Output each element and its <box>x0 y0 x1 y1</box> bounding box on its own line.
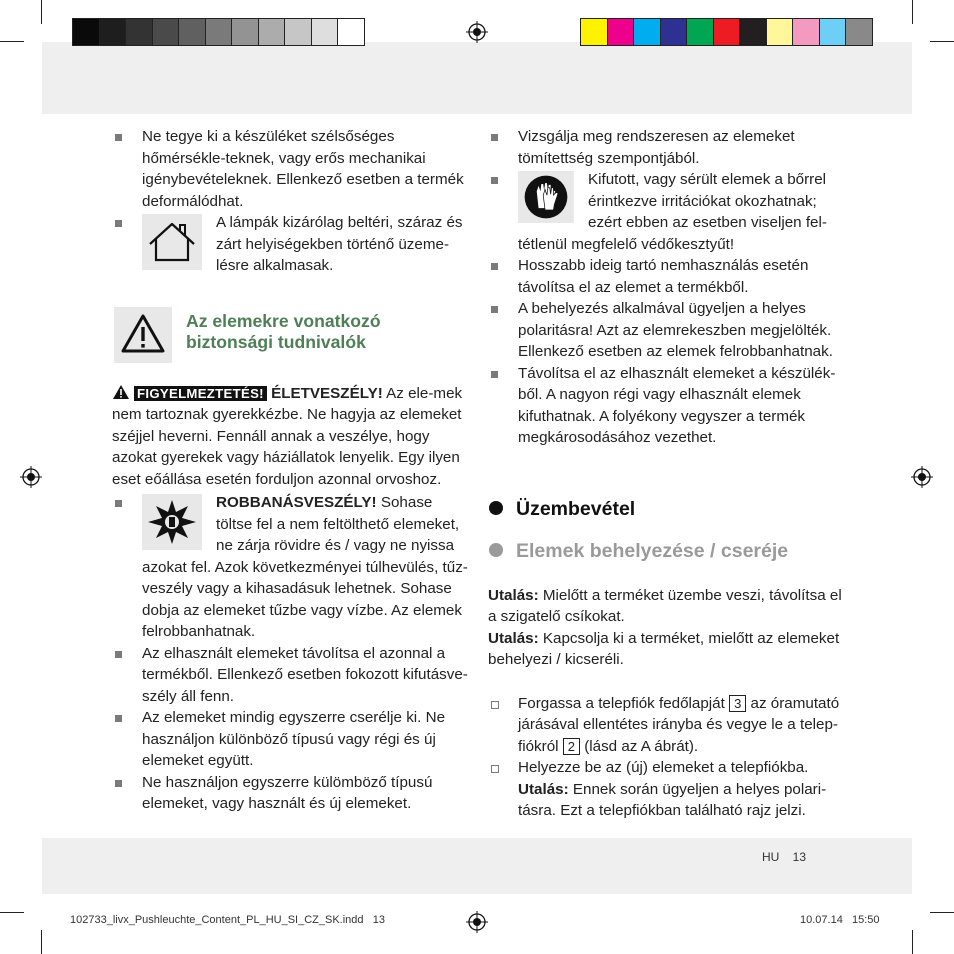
process-color-bar <box>580 18 872 46</box>
warning-small-icon <box>112 384 130 400</box>
warning-triangle-icon <box>114 307 172 363</box>
color-swatch <box>205 18 233 46</box>
list-item: Az elemeket mindig egyszerre cserélje ki. Ne használjon különböző típusú vagy régi és új elemeket együtt. <box>112 707 468 772</box>
warning-tag: FIGYELMEZTETÉS! <box>134 386 267 401</box>
part-number-box: 2 <box>563 738 580 755</box>
square-bullet-icon <box>115 780 122 787</box>
list-item: Hosszabb ideig tartó nemhasználás esetén távolítsa el az elemet a termékből. <box>488 255 848 298</box>
note-paragraph: Utalás: Kapcsolja ki a terméket, mielőtt az elemeket behelyezi / kicseréli. <box>488 629 840 668</box>
square-bullet-icon <box>491 306 498 313</box>
color-swatch <box>231 18 259 46</box>
square-bullet-icon <box>491 371 498 378</box>
date-slug: 10.07.14 15:50 <box>800 914 880 926</box>
color-swatch <box>845 18 873 46</box>
registration-mark-icon <box>466 21 488 43</box>
color-swatch <box>713 18 741 46</box>
color-swatch <box>337 18 365 46</box>
heading-dot-icon <box>489 543 503 557</box>
warning-bold: ÉLETVESZÉLY! <box>271 384 383 402</box>
square-bullet-icon <box>491 177 498 184</box>
warning-paragraph: FIGYELMEZTETÉS! ÉLETVESZÉLY! Az ele-mek nem tartoznak gyerekkézbe. Ne hagyja az elemeket széjjel heverni. Fennáll annak a veszélye, hogy azokat gyerekek vagy háziállatok lenyelik. Egy ilyen eset eőállása esetén forduljon azonnal orvoshoz. <box>112 384 463 488</box>
list-item: Vizsgálja meg rendszeresen az elemeket tömítettség szempontjából. <box>488 126 848 169</box>
list-item: A lámpák kizárólag beltéri, száraz és zárt helyiségekben történő üzeme-lésre alkalmasak. <box>112 212 468 277</box>
color-swatch <box>125 18 153 46</box>
square-bullet-icon <box>115 651 122 658</box>
crop-mark <box>912 0 913 24</box>
list-item: ROBBANÁSVESZÉLY! Sohase töltse fel a nem feltölthető elemeket, ne zárja rövidre és / vagy ne nyissa azokat fel. Azok következményei túlhevülés, tűz-veszély vagy a kihasadásuk lehetnek. Sohase dobja az elemeket tűzbe vagy vízbe. Az elemek felrobbanhatnak. <box>112 492 468 643</box>
heading-main: Üzembevétel <box>488 497 848 521</box>
part-number-box: 3 <box>729 695 746 712</box>
crop-mark <box>41 0 42 24</box>
color-swatch <box>633 18 661 46</box>
list-item: Kifutott, vagy sérült elemek a bőrrel érintkezve irritációkat okozhatnak; ezért ebben az esetben viseljen fel-tétlenül megfelelő védőkesztyűt! <box>488 169 848 255</box>
section-title: Az elemekre vonatkozó biztonsági tudnivalók <box>186 310 381 352</box>
file-slug: 102733_livx_Pushleuchte_Content_PL_HU_SI_CZ_SK.indd 13 <box>70 914 385 926</box>
color-swatch <box>739 18 767 46</box>
color-swatch <box>792 18 820 46</box>
square-bullet-icon <box>115 715 122 722</box>
color-swatch <box>152 18 180 46</box>
color-swatch <box>72 18 100 46</box>
color-swatch <box>99 18 127 46</box>
crop-mark <box>930 912 954 913</box>
registration-mark-icon <box>20 466 42 488</box>
note-paragraph: Utalás: Mielőtt a terméket üzembe veszi, távolítsa el a szigatelő csíkokat. <box>488 586 842 625</box>
section-header <box>112 307 468 365</box>
crop-mark <box>41 930 42 954</box>
page-number: HU 13 <box>762 850 807 864</box>
open-square-bullet-icon <box>491 765 499 773</box>
explosion-hazard-icon <box>142 494 202 550</box>
color-swatch <box>284 18 312 46</box>
square-bullet-icon <box>115 500 122 507</box>
color-swatch <box>607 18 635 46</box>
crop-mark <box>0 912 24 913</box>
list-item: Távolítsa el az elhasznált elemeket a készülék-ből. A nagyon régi vagy elhasznált elemek kifuthatnak. A folyékony vegyszer a termék megkárosodásához vezethet. <box>488 363 848 449</box>
open-square-bullet-icon <box>491 701 499 709</box>
list-item: Ne tegye ki a készüléket szélsőséges hőmérsékle-teknek, vagy erős mechanikai igénybevételeknek. Ellenkező esetben a termék deformálódhat. <box>112 126 468 212</box>
protective-gloves-icon <box>518 171 574 223</box>
heading-dot-icon <box>489 501 503 515</box>
heading-sub: Elemek behelyezése / cseréje <box>488 539 848 563</box>
list-item: Az elhasznált elemeket távolítsa el azonnal a termékből. Ellenkező esetben fokozott kifutásve-szély áll fenn. <box>112 643 468 708</box>
square-bullet-icon <box>491 134 498 141</box>
square-bullet-icon <box>115 134 122 141</box>
registration-mark-icon <box>911 466 933 488</box>
color-swatch <box>766 18 794 46</box>
footer-band <box>42 838 912 894</box>
color-swatch <box>580 18 608 46</box>
list-item: A behelyezés alkalmával ügyeljen a helyes polaritásra! Azt az elemrekeszben megjelölték. Ellenkező esetben az elemek felrobbanhatnak. <box>488 298 848 363</box>
color-swatch <box>660 18 688 46</box>
crop-mark <box>0 41 24 42</box>
list-item: Ne használjon egyszerre külömböző típusú elemeket, vagy használt és új elemeket. <box>112 772 468 815</box>
color-swatch <box>819 18 847 46</box>
color-swatch <box>311 18 339 46</box>
right-column <box>488 126 848 822</box>
indoor-house-icon <box>142 214 202 270</box>
registration-mark-icon <box>466 911 488 933</box>
header-band <box>42 42 912 114</box>
crop-mark <box>912 930 913 954</box>
step-item: Helyezze be az (új) elemeket a telepfiókba. Utalás: Ennek során ügyeljen a helyes polari-tásra. Ezt a telepfiókban található rajz jelzi. <box>488 757 848 822</box>
left-column <box>112 126 468 815</box>
step-item: Forgassa a telepfiók fedőlapját 3 az óramutató járásával ellentétes irányba és vegye le a telep-fiókról 2 (lásd az A ábrát). <box>488 693 848 758</box>
color-swatch <box>686 18 714 46</box>
color-swatch <box>178 18 206 46</box>
color-swatch <box>258 18 286 46</box>
square-bullet-icon <box>115 220 122 227</box>
square-bullet-icon <box>491 263 498 270</box>
grayscale-color-bar <box>72 18 364 46</box>
crop-mark <box>930 41 954 42</box>
